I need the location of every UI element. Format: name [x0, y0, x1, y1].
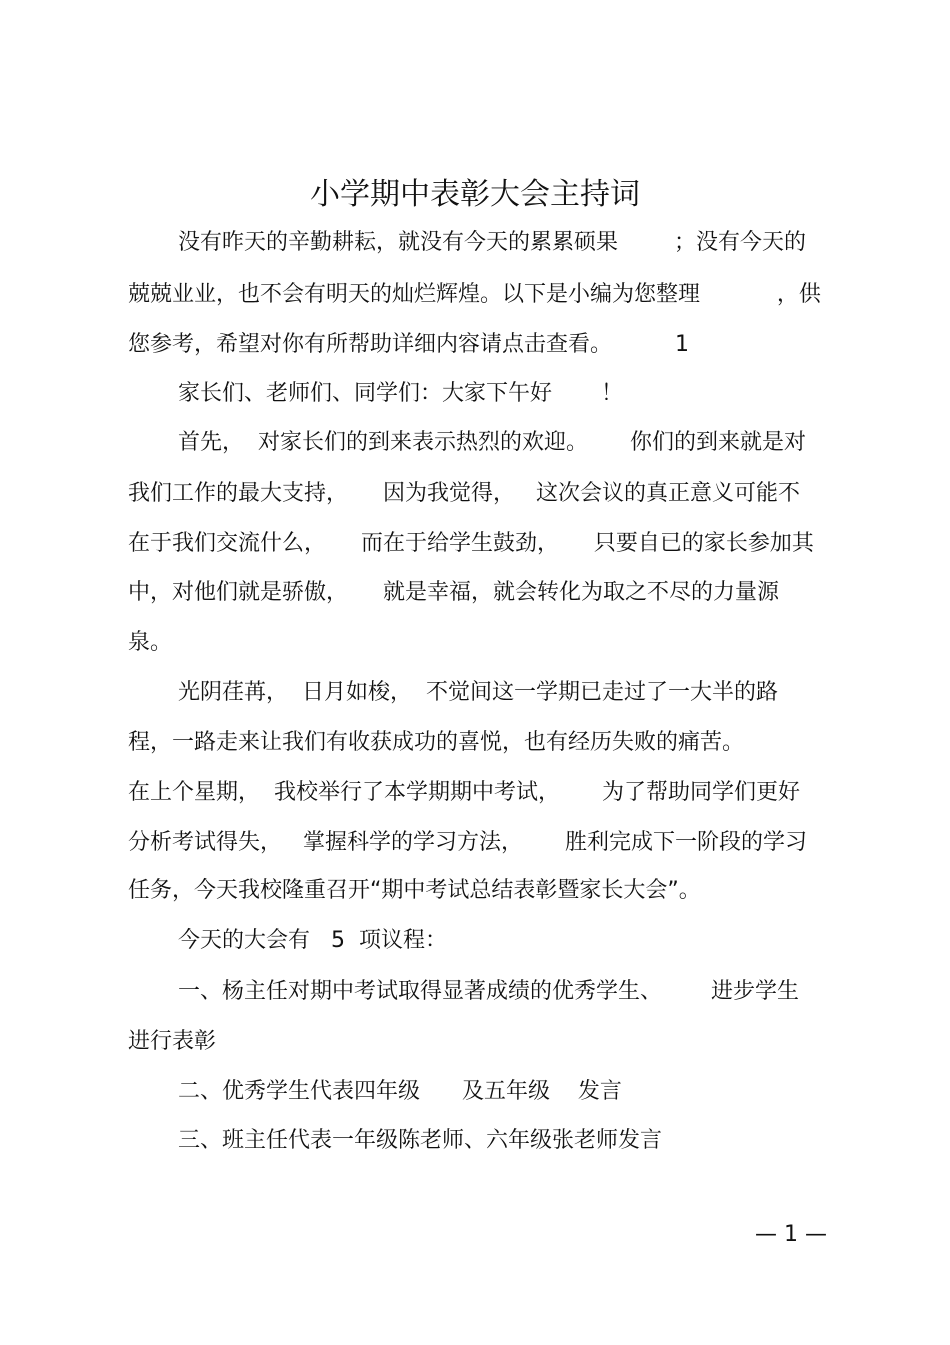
text-line: 今天的大会有 5 项议程：: [178, 928, 447, 953]
text-line: 中，对他们就是骄傲， 就是幸福，就会转化为取之不尽的力量源: [128, 580, 779, 605]
text-line: 程，一路走来让我们有收获成功的喜悦，也有经历失败的痛苦。: [128, 730, 745, 755]
text-line: 一、杨主任对期中考试取得显著成绩的优秀学生、 进步学生: [178, 979, 799, 1004]
text-line: 家长们、老师们、同学们：大家下午好 ！: [178, 381, 623, 406]
text-line: 在于我们交流什么， 而在于给学生鼓劲， 只要自已的家长参加其: [128, 531, 814, 556]
text-line: 在上个星期， 我校举行了本学期期中考试， 为了帮助同学们更好: [128, 780, 800, 805]
text-line: 二、优秀学生代表四年级 及五年级 发言: [178, 1079, 622, 1104]
text-line: 兢兢业业，也不会有明天的灿烂辉煌。以下是小编为您整理 ，供: [128, 282, 821, 307]
text-line: 光阴荏苒， 日月如梭， 不觉间这一学期已走过了一大半的路: [178, 680, 778, 705]
text-line: 我们工作的最大支持， 因为我觉得， 这次会议的真正意义可能不: [128, 481, 800, 506]
page-title: 小学期中表彰大会主持词: [310, 177, 640, 212]
text-line: 没有昨天的辛勤耕耘，就没有今天的累累硕果 ；没有今天的: [178, 230, 806, 255]
text-line: 三、班主任代表一年级陈老师、六年级张老师发言: [178, 1128, 663, 1153]
text-line: 首先， 对家长们的到来表示热烈的欢迎。 你们的到来就是对: [178, 430, 806, 455]
text-line: 进行表彰: [128, 1029, 217, 1054]
text-line: 任务，今天我校隆重召开“期中考试总结表彰暨家长大会”。: [128, 878, 701, 903]
text-line: 分析考试得失， 掌握科学的学习方法， 胜利完成下一阶段的学习: [128, 830, 807, 855]
text-line: 泉。: [128, 630, 173, 655]
page-number: — 1 —: [755, 1222, 827, 1247]
text-line: 您参考，希望对你有所帮助详细内容请点击查看。 1: [128, 332, 689, 357]
